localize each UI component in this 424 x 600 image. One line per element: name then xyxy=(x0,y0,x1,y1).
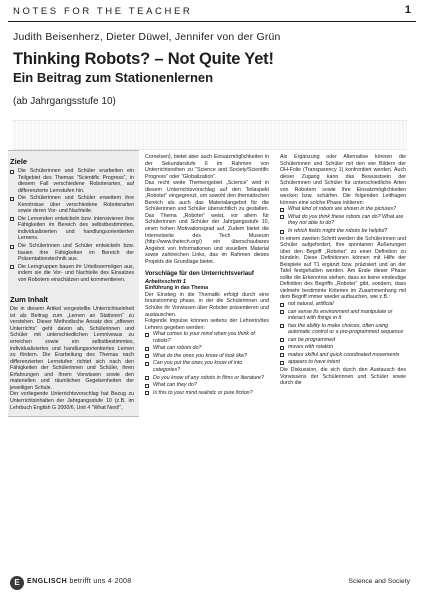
checkbox-bullet-icon xyxy=(145,384,149,388)
checkbox-bullet-icon xyxy=(280,324,284,328)
checkbox-bullet-icon xyxy=(145,376,149,380)
picture-questions xyxy=(280,206,406,234)
checkbox-bullet-icon xyxy=(280,230,284,234)
checkbox-bullet-icon xyxy=(10,217,14,221)
list-item: can sense its environment and manipulate or interact with things in it xyxy=(280,309,406,322)
list-item: has the ability to make choices, often using automatic control or a pre-programmed sequence xyxy=(280,323,406,336)
column-3 xyxy=(280,154,406,387)
col3-paragraph-3: Die Diskussion, die sich durch den Austausch des Vorwissens der Schülerinnen und Schüler sowie durch die xyxy=(280,366,406,387)
section-name: Science and Society xyxy=(348,578,410,585)
checkbox-bullet-icon xyxy=(280,346,284,350)
checkbox-bullet-icon xyxy=(280,303,284,307)
checkbox-bullet-icon xyxy=(10,245,14,249)
content-heading: Zum Inhalt xyxy=(10,295,48,305)
list-item: appears to have intent xyxy=(280,359,406,366)
content-paragraph-2: Der vorliegende Unterrichtsvorschlag hat Bezug zu Unterrichtsinhalten der Jahrgangsstufe 10 (z.B. im Lehrbuch English G 2000/6, Unit 4 “What Next!”, xyxy=(10,391,134,411)
list-item: Die Schülerinnen und Schüler entwickeln bzw. bauen ihre Fähigkeiten im Bereich der Präsentationstechnik aus. xyxy=(10,243,134,263)
col2-paragraph-1: Cornelsen), bietet aber auch Einsatzmöglichkeiten in der Sekundarstufe II im Rahmen von Unterrichtsreihen zu “Science and Society/Scientific Progress” oder “Globalization”. xyxy=(145,154,269,180)
header-rule xyxy=(8,21,416,22)
robot-criteria xyxy=(280,301,406,366)
brainstorm-questions xyxy=(145,331,269,396)
col2-paragraph-4: Folgende Impulse können seitens der Lehrerin/des Lehrers gegeben werden: xyxy=(145,318,269,331)
list-item: Die Schülerinnen und Schüler erarbeiten ein Teilgebiet des Themas “Scientific Progress”, in diesem Fall verschiedene Roboterarten, auf differenzierte Lernstufen hin. xyxy=(10,168,134,194)
col3-paragraph-2: In einem zweiten Schritt werden die Schülerinnen und Schüler aufgefordert, ihre spontanen Äußerungen über den Begriff „Roboter“ zu einer Definition zu bündeln. Diese Definitionen können mit Hilfe der Beispiele auf T1 ergänzt bzw. präzisiert und an der Tafel festgehalten werden. Am Ende dieser Phase sollte die Erkenntnis stehen, dass es keine eindeutige Definition des Begriffs „Roboter“ gibt, sondern, dass vielmehr bestimmte Kriterien im Zusammenhang mit dem Begriff immer wieder auftauchen, wie z.B.: xyxy=(280,235,406,301)
list-item: What do the ones you know of look like? xyxy=(145,353,269,360)
checkbox-bullet-icon xyxy=(280,361,284,365)
magazine-name xyxy=(27,578,131,585)
checkbox-bullet-icon xyxy=(145,362,149,366)
list-item: Die Lernenden entwickeln bzw. intensivieren ihre Fähigkeiten im Bereich des selbstbestimmten, individualisierten und handlungsorientierten Lernens. xyxy=(10,216,134,242)
magazine-logo-icon: E xyxy=(10,576,24,590)
grade-level: (ab Jahrgangsstufe 10) xyxy=(13,96,116,107)
col2-paragraph-3: Der Einstieg in die Thematik erfolgt durch eine brainstorming phase, in der die Schülerinnen und Schüler ihr Vorwissen über Roboter präsentieren und austauschen. xyxy=(145,291,269,318)
issue-info: betrifft uns 4·2008 xyxy=(69,578,132,585)
checkbox-bullet-icon xyxy=(280,215,284,219)
col2-paragraph-2: Das recht weite Themengebiet „Science“ wird in diesem Unterrichtsvorschlag auf den Teilaspekt „Roboter“ eingegrenzt, um sowohl den thematischen Bereich als auch das Materialangebot für die Schülerinnen und Schüler übersichtlich zu gestalten. Das Thema „Roboter“ weist, vor allem für Schülerinnen und Schüler der Jahrgangsstufe 10, einen hohen Motivationsgrad auf. Zudem bietet die Internetseite des Tech Museum (http://www.thetech.org/) ein überschaubares Angebot von Informationen und visuellem Material sowie zahlreichen Links, das im Rahmen dieses Projekts die Grundlage bietet. xyxy=(145,180,269,265)
column-2 xyxy=(145,154,269,397)
checkbox-bullet-icon xyxy=(280,310,284,314)
step-subheading: Einführung in das Thema xyxy=(145,285,209,292)
goals-heading: Ziele xyxy=(10,157,28,166)
checkbox-bullet-icon xyxy=(145,347,149,351)
running-title: NOTES FOR THE TEACHER xyxy=(13,6,193,17)
list-item: not natural, artificial xyxy=(280,301,406,308)
column-1 xyxy=(10,154,134,411)
checkbox-bullet-icon xyxy=(280,208,284,212)
list-item: In which fields might the robots be helpful? xyxy=(280,228,406,235)
list-item: moves with rotation xyxy=(280,344,406,351)
list-item: Can you put the ones you know of into categories? xyxy=(145,360,269,373)
list-item: Die Schülerinnen und Schüler erweitern ihre Kenntnisse über verschiedene Roboterarten sowie deren Vor- und Nachteile. xyxy=(10,195,134,215)
watermark-band xyxy=(12,120,407,150)
col3-paragraph-1: Als Ergänzung oder Alternative können die Schülerinnen und Schüler mit den vier Bildern der OH-Folie (Transparency 1) konfrontiert werden. Auch dieser Zugang kann das Bewusstsein der Schülerinnen und Schüler für unterschiedliche Arten von Robotern sowie ihre Einsatzmöglichkeiten wecken bzw. schärfen. Die folgenden Leitfragen können eine solche Phase initiieren: xyxy=(280,154,406,206)
checkbox-bullet-icon xyxy=(280,338,284,342)
list-item: can be programmed xyxy=(280,337,406,344)
checkbox-bullet-icon xyxy=(10,197,14,201)
list-item: What comes to your mind when you think of robots? xyxy=(145,331,269,344)
list-item: Do you know of any robots in films or literature? xyxy=(145,375,269,382)
list-item: What do you think these robots can do? What are they not able to do? xyxy=(280,214,406,227)
step-heading: Arbeitsschritt 1 xyxy=(145,278,187,285)
list-item: What can robots do? xyxy=(145,345,269,352)
goals-list xyxy=(10,168,134,283)
list-item: Die Lerngruppen bauen ihr Urteilsvermögen aus, indem sie die Vor- und Nachteile des Einsatzes von Robotern einschätzen und kommentieren. xyxy=(10,264,134,284)
list-item: Is this to your mind realistic or pure fiction? xyxy=(145,390,269,397)
list-item: makes skilful and quick coordinated movements xyxy=(280,352,406,359)
content-paragraph: Die in diesem Artikel vorgestellte Unterrichtseinheit ist als Beitrag zum „Lernen an Stationen“ zu verstehen. Dieser Methodische Ansatz des „offenen Unterrichts“ geht davon ab, Schülerinnen und Schüler mit unterschiedlichen Lernniveaus zu erreichen sowie ein selbstbestimmtes, individualisiertes und handlungsorientiertes Lernen zu fördern. Die Erarbeitung des Themas nach differenzierten Lernstufen richtet sich nach den Fähigkeiten der Schülerinnen und Schüler, ihren Erfahrungen und ihrem Vorwissen sowie den materiellen und räumlichen Gegebenheiten der jeweiligen Schule. xyxy=(10,306,134,391)
authors: Judith Beisenherz, Dieter Düwel, Jennifer von der Grün xyxy=(13,31,281,43)
checkbox-bullet-icon xyxy=(10,170,14,174)
article-title: Thinking Robots? – Not Quite Yet! xyxy=(13,50,274,68)
checkbox-bullet-icon xyxy=(145,333,149,337)
checkbox-bullet-icon xyxy=(10,265,14,269)
checkbox-bullet-icon xyxy=(145,391,149,395)
page-number: 1 xyxy=(404,4,411,16)
list-item: What can they do? xyxy=(145,382,269,389)
magazine-title: ENGLISCH xyxy=(27,578,68,585)
list-item: What kind of robots are shown in the pictures? xyxy=(280,206,406,213)
checkbox-bullet-icon xyxy=(145,354,149,358)
article-subtitle: Ein Beitrag zum Stationenlernen xyxy=(13,70,214,85)
lesson-plan-heading: Vorschläge für den Unterrichtsverlauf xyxy=(145,270,254,278)
checkbox-bullet-icon xyxy=(280,353,284,357)
